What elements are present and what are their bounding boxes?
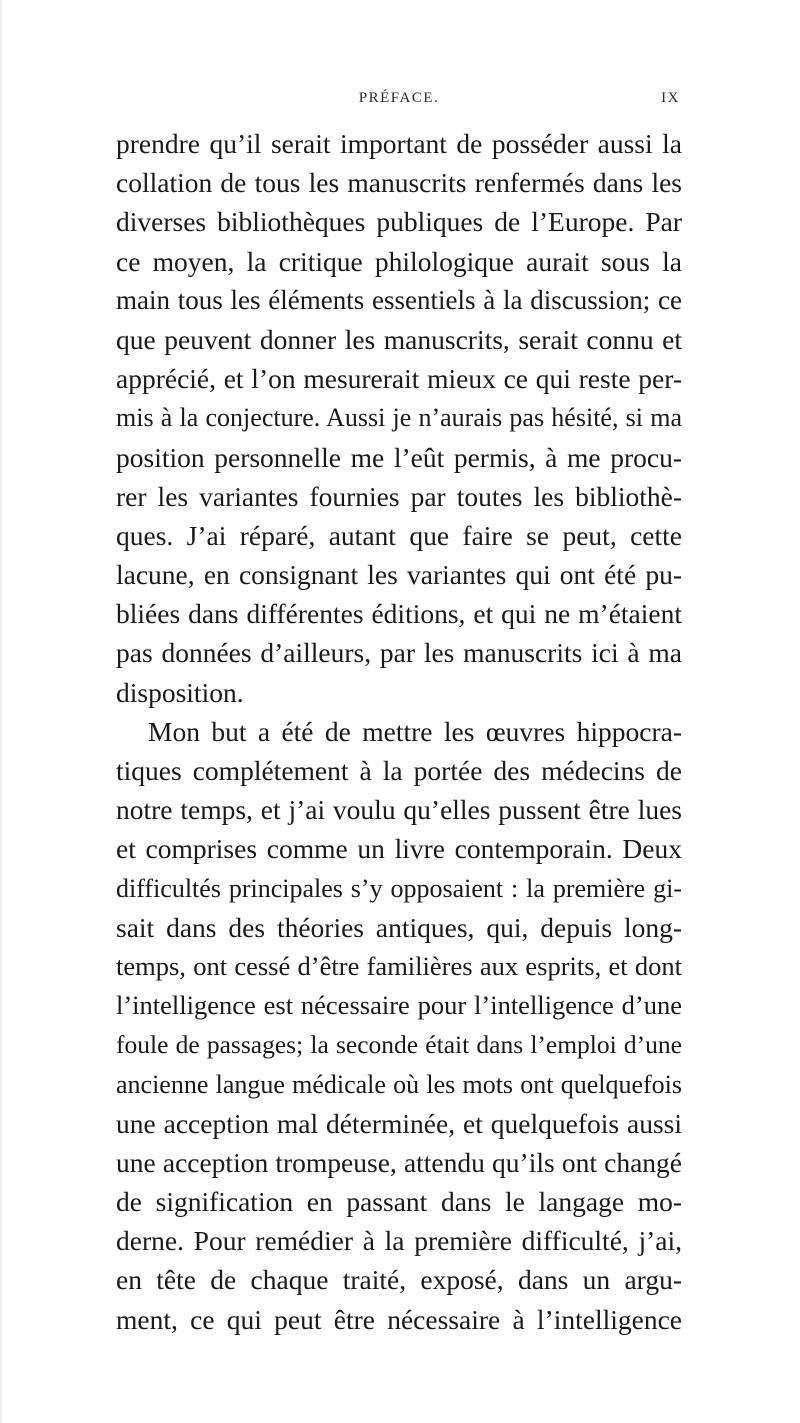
text-line: difficultés principales s’y opposaient : la première gi-	[116, 873, 682, 903]
text-line: ment, ce qui peut être nécessaire à l’intelligence	[116, 1303, 682, 1335]
text-line: derne. Pour remédier à la première difficulté, j’ai,	[116, 1225, 682, 1257]
text-line: en tête de chaque traité, exposé, dans un argu-	[116, 1264, 682, 1296]
text-line: position personnelle me l’eût permis, à me procu-	[116, 441, 682, 473]
text-line: l’intelligence est nécessaire pour l’intelligence d’une	[116, 990, 682, 1021]
text-line: notre temps, et j’ai voulu qu’elles pussent être lues	[116, 794, 682, 826]
page-header	[118, 90, 680, 114]
text-line: ce moyen, la critique philologique aurait sous la	[116, 245, 682, 277]
text-line: et comprises comme un livre contemporain. Deux	[116, 833, 682, 865]
text-line: ques. J’ai réparé, autant que faire se peut, cette	[116, 519, 682, 551]
text-line: lacune, en consignant les variantes qui ont été pu-	[116, 559, 682, 591]
text-line: sait dans des théories antiques, qui, depuis long-	[116, 911, 682, 943]
binding-edge	[0, 0, 3, 1423]
paragraph-start-line: Mon but a été de mettre les œuvres hippocra-	[148, 715, 682, 747]
text-line: de signification en passant dans le langage mo-	[116, 1186, 682, 1218]
text-line: apprécié, et l’on mesurerait mieux ce qui reste per-	[116, 363, 682, 395]
paragraph-end-line: disposition.	[116, 676, 244, 708]
text-line: main tous les éléments essentiels à la discussion; ce	[116, 284, 682, 315]
text-line: une acception trompeuse, attendu qu’ils ont changé	[116, 1146, 682, 1178]
running-title: PRÉFACE.	[358, 90, 440, 106]
text-line: prendre qu’il serait important de posséder aussi la	[116, 128, 682, 159]
text-line: que peuvent donner les manuscrits, serait connu et	[116, 323, 682, 355]
body-text	[116, 124, 682, 1339]
page-number: IX	[661, 90, 680, 106]
text-line: temps, ont cessé d’être familières aux esprits, et dont	[116, 950, 682, 981]
text-line: bliées dans différentes éditions, et qui ne m’étaient	[116, 598, 682, 630]
text-line: foule de passages; la seconde était dans l’emploi d’une	[116, 1030, 682, 1060]
text-line: tiques complétement à la portée des médecins de	[116, 755, 682, 786]
text-line: pas données d’ailleurs, par les manuscrits ici à ma	[116, 637, 682, 669]
text-line: rer les variantes fournies par toutes les bibliothè-	[116, 480, 682, 512]
text-line: mis à la conjecture. Aussi je n’aurais pas hésité, si ma	[116, 403, 682, 433]
text-line: collation de tous les manuscrits renfermés dans les	[116, 167, 682, 199]
text-line: diverses bibliothèques publiques de l’Europe. Par	[116, 206, 682, 238]
text-line: ancienne langue médicale où les mots ont quelquefois	[116, 1069, 682, 1099]
text-line: une acception mal déterminée, et quelquefois aussi	[116, 1107, 682, 1139]
